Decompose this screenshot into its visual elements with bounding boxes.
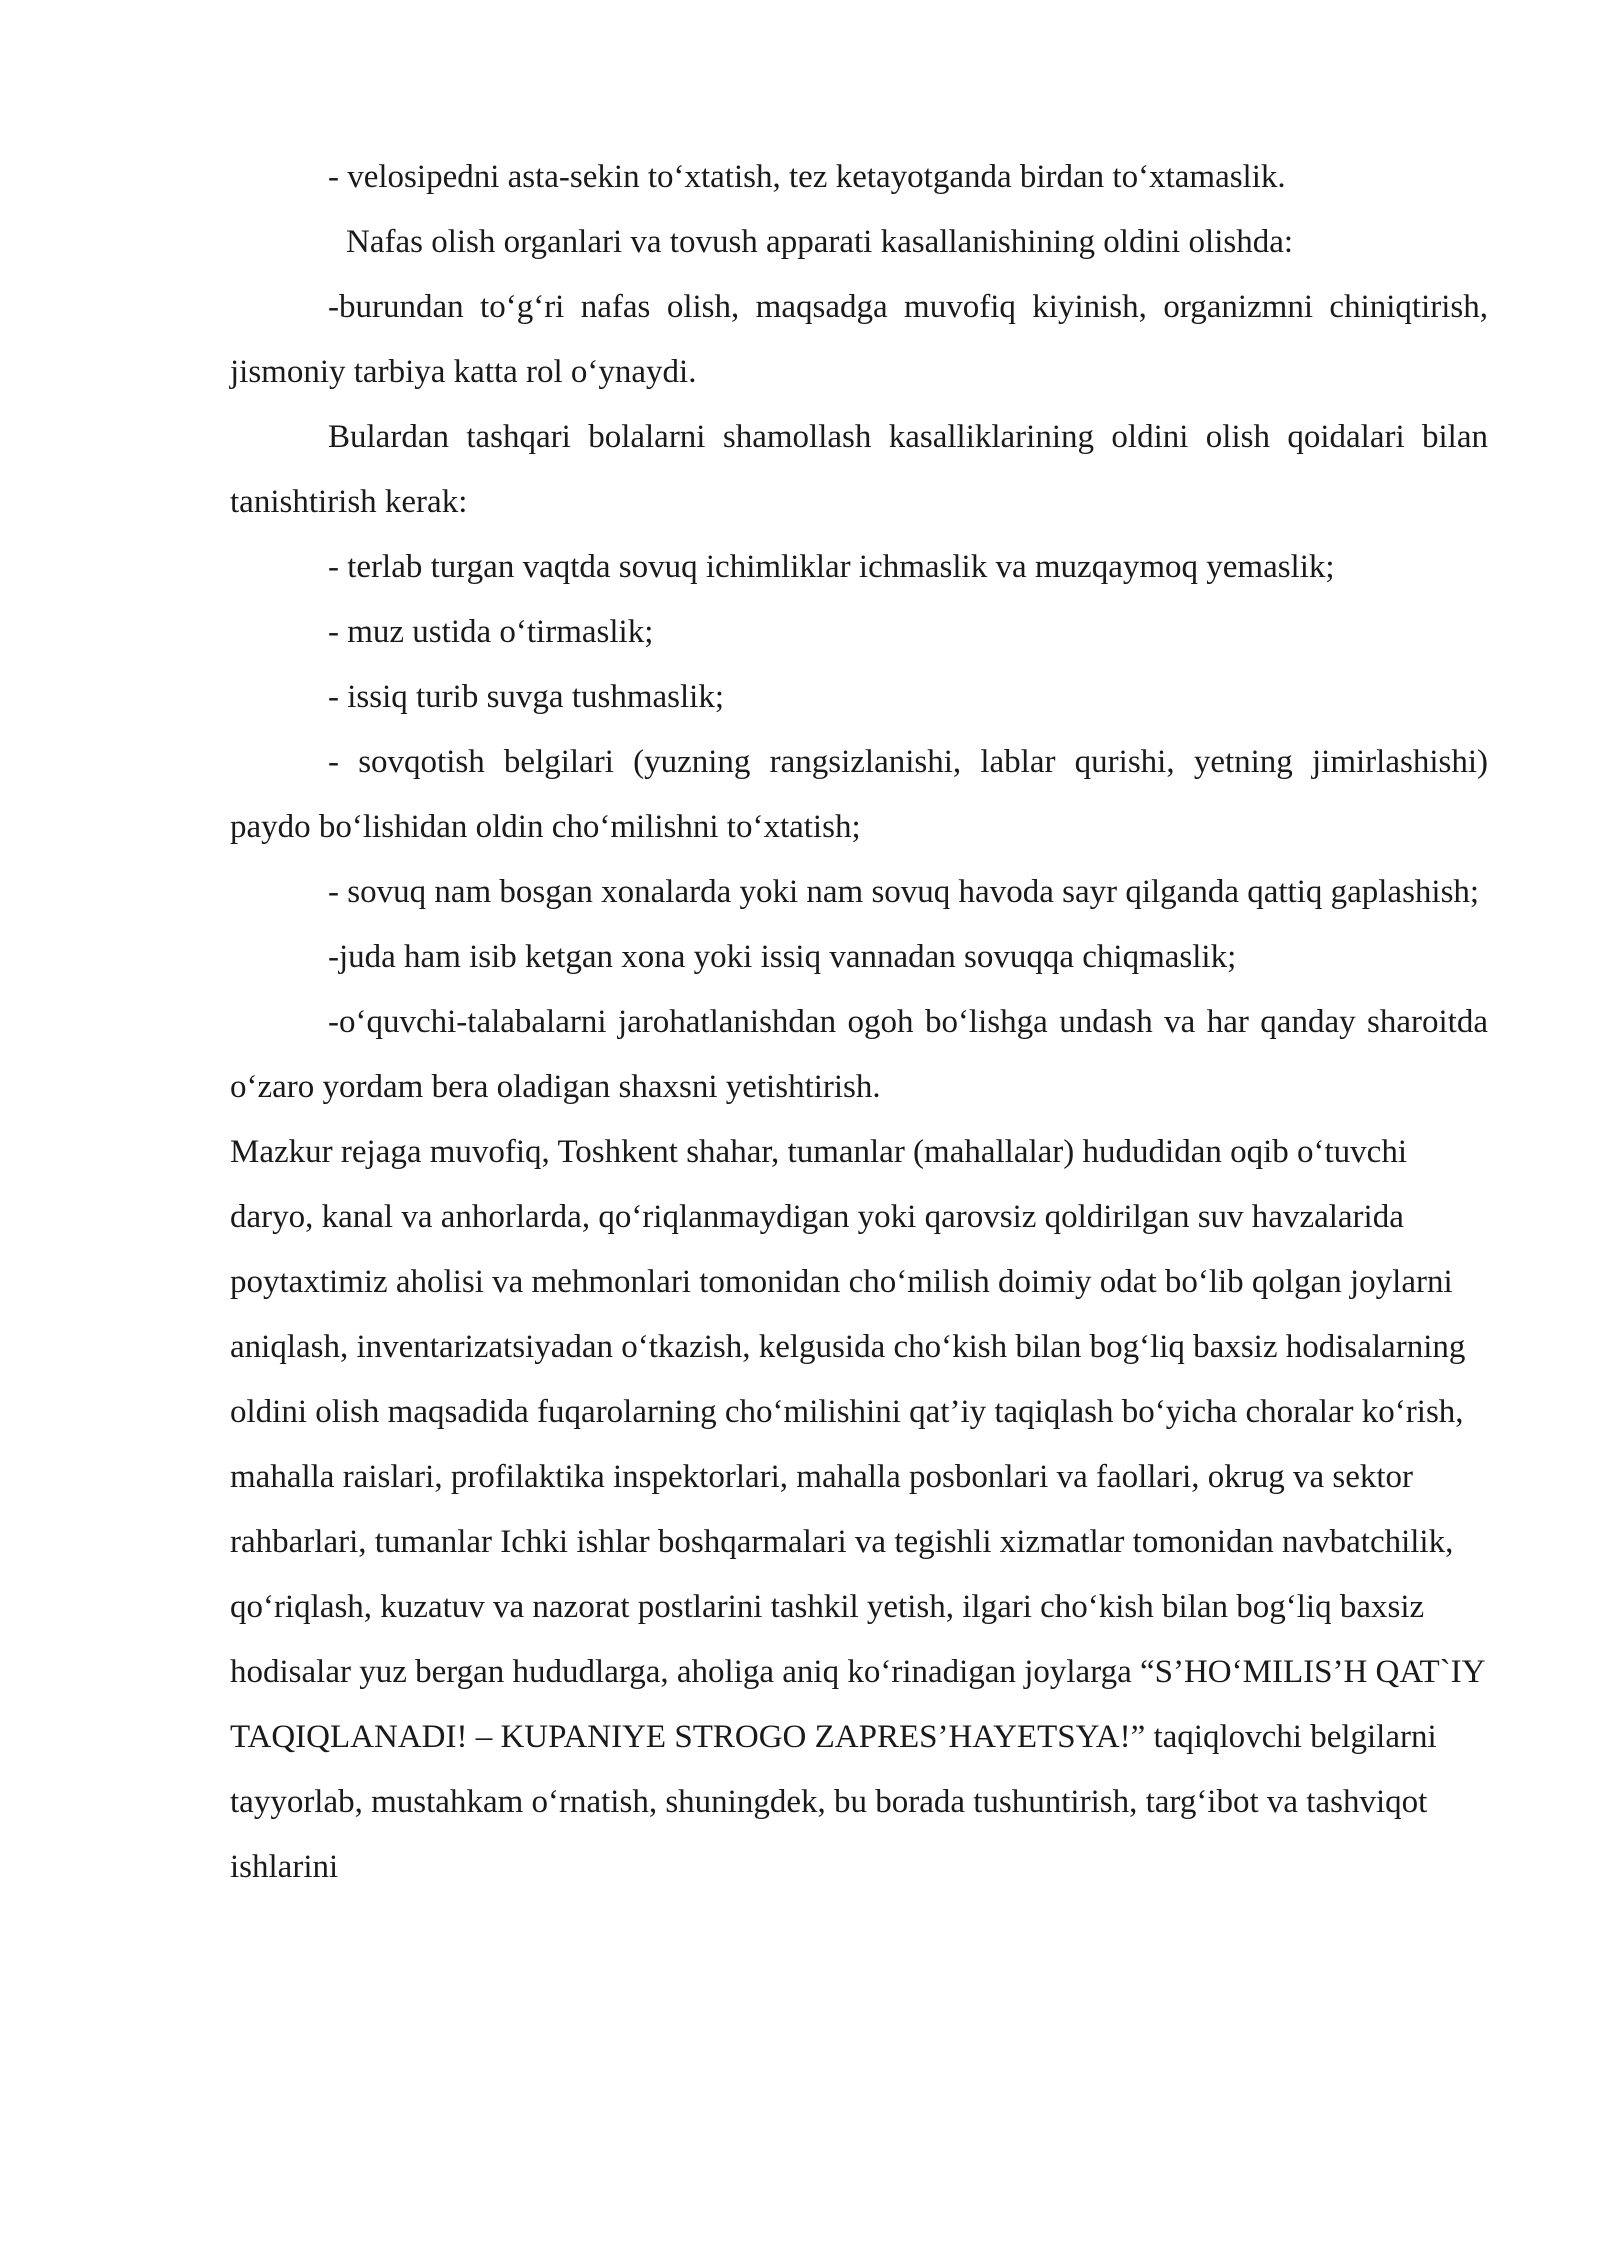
list-item-chill-signs: - sovqotish belgilari (yuzning rangsizlanishi, lablar qurishi, yetning jimirlashishi) paydo bo‘lishidan oldin cho‘milishni to‘xtatish; [230, 744, 1488, 845]
list-item-mutual-help: -o‘quvchi-talabalarni jarohatlanishdan ogoh bo‘lishga undash va har qanday sharoitda o‘zaro yordam bera oladigan shaxsni yetishtirish. [230, 1004, 1488, 1105]
document-body [230, 145, 1488, 1900]
paragraph-respiratory-heading: Nafas olish organlari va tovush apparati kasallanishining oldini olishda: [346, 224, 1294, 260]
list-item-overheated-room: -juda ham isib ketgan xona yoki issiq vannadan sovuqqa chiqmaslik; [328, 939, 1237, 975]
paragraph-bicycle-stop: - velosipedni asta-sekin to‘xtatish, tez ketayotganda birdan to‘xtamaslik. [328, 159, 1286, 195]
list-item-hot-water: - issiq turib suvga tushmaslik; [328, 679, 724, 715]
list-item-loud-talking: - sovuq nam bosgan xonalarda yoki nam sovuq havoda sayr qilganda qattiq gaplashish; [328, 874, 1480, 910]
list-item-ice-sitting: - muz ustida o‘tirmaslik; [328, 614, 654, 650]
paragraph-breathing: -burundan to‘g‘ri nafas olish, maqsadga muvofiq kiyinish, organizmni chiniqtirish, jismoniy tarbiya katta rol o‘ynaydi. [230, 289, 1488, 390]
paragraph-tashkent-plan: Mazkur rejaga muvofiq, Toshkent shahar, tumanlar (mahallalar) hududidan oqib o‘tuvchi daryo, kanal va anhorlarda, qo‘riqlanmaydigan yoki qarovsiz qoldirilgan suv havzalarida poytaxtimiz aholisi va mehmonlari tomonidan cho‘milish doimiy odat bo‘lib qolgan joylarni aniqlash, inventarizatsiyadan o‘tkazish, kelgusida cho‘kish bilan bog‘liq baxsiz hodisalarning oldini olish maqsadida fuqarolarning cho‘milishini qat’iy taqiqlash bo‘yicha choralar ko‘rish, mahalla raislari, profilaktika inspektorlari, mahalla posbonlari va faollari, okrug va sektor rahbarlari, tumanlar Ichki ishlar boshqarmalari va tegishli xizmatlar tomonidan navbatchilik, qo‘riqlash, kuzatuv va nazorat postlarini tashkil yetish, ilgari cho‘kish bilan bog‘liq baxsiz hodisalar yuz bergan hududlarga, aholiga aniq ko‘rinadigan joylarga “S’HO‘MILIS’H QAT`IY TAQIQLANADI! – KUPANIYE STROGO ZAPRES’HAYETSYA!” taqiqlovchi belgilarni tayyorlab, mustahkam o‘rnatish, shuningdek, bu borada tushuntirish, targ‘ibot va tashviqot ishlarini [230, 1134, 1485, 1885]
paragraph-cold-prevention-intro: Bulardan tashqari bolalarni shamollash kasalliklarining oldini olish qoidalari bilan tanishtirish kerak: [230, 419, 1488, 520]
list-item-cold-drinks: - terlab turgan vaqtda sovuq ichimliklar ichmaslik va muzqaymoq yemaslik; [328, 549, 1335, 585]
